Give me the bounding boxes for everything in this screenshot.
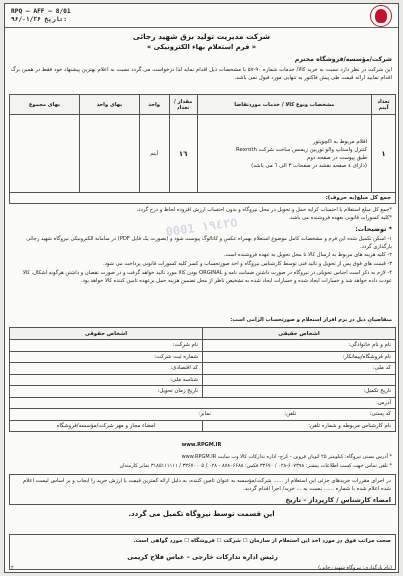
desc-line: طبق پیوست در صفحه دوم	[307, 154, 368, 161]
field-stamp: امضاء مجاز و مهر شرکت/مؤسسه/فروشگاه	[10, 420, 203, 432]
signature-line: امضاء کارشناس / کارپرداز – تاریخ	[285, 496, 391, 504]
page-number: ۲	[11, 565, 14, 571]
field-reg-number[interactable]: شماره ثبت شرکت:	[10, 351, 203, 363]
field-address[interactable]: آدرس:	[10, 397, 396, 409]
total-in-words: جمع کل مبلغ(به حروف):	[9, 193, 396, 204]
approver-name: رئیس اداره تدارکات خارجی – عباس فلاح کریمی	[127, 553, 278, 561]
col-desc: مشخصات ونوع کالا / خدمات موردتقاضا	[197, 95, 371, 115]
items-table	[9, 94, 396, 193]
col-unit-price: بهای واحد	[79, 95, 139, 115]
field-complete-date[interactable]: تاریخ تکمیل:	[203, 386, 396, 398]
table-row	[10, 397, 396, 409]
party-header	[10, 328, 396, 340]
items-table-header	[10, 95, 396, 115]
table-row	[10, 409, 396, 421]
field-economic-code[interactable]: کد اقتصادی:	[10, 363, 203, 375]
table-row	[10, 351, 396, 363]
form-title: « فرم استعلام بهاء الکترونیکی »	[146, 43, 257, 51]
col-item: تعداد آیتم	[372, 95, 396, 115]
field-fax[interactable]: نمابر:	[198, 411, 211, 418]
addressee-line	[11, 56, 392, 63]
footer-phone: * تلفن تماس جهت کسب اطلاعات بیشتر: ۶۰۷۳۹۸-۰۲۸ / ۳۳۶۷۰ فکس: ۸۷۸۰۶۶۸۸ - ۰۲۸ / ۳۳۶۷۰۰۰۵ / ۳۱۸۵۱۱۱۱۱۱ نمابر کارمندان	[119, 463, 392, 469]
upload-note: (نام بارگذاری: نیروگاه شهید رجایی)	[318, 565, 392, 571]
final-title: این قسمت توسط نیروگاه تکمیل می گردد.	[128, 510, 275, 518]
approval-check-line: صحت مراتب فوق در مورد اخذ این استعلام از سازمان ☐ شرکت ☐ فروشگاه ☐ مورد گواهی است.	[133, 538, 391, 544]
row-unit: آیتم	[139, 115, 169, 193]
note-t5: متقاضیان ذیل در نرم افزار استعلام و صورتحساب الزامی است:	[230, 317, 392, 323]
row-unit-price[interactable]	[79, 115, 139, 193]
note-t2: ۲- کلیه هزینه های مربوط به ارسال کالا تا محل تحویل به عهده فروشنده است.	[223, 252, 392, 258]
note-2: *کلیه کسورات قانونی بعهده فروشنده می باشد.	[288, 215, 392, 221]
note-t3: ۳- قیمت های فوق پس از تحویل و تائید فنی توسط کارشناس نیروگاه و اخذ صورتحساب و کسر کلیه کسورات قانونی پرداخت می شود.	[102, 261, 392, 267]
note-t1: ۱- اسکن تکمیل شده این فرم و مشخصات کامل موضوع استعلام بهمراه عکس و کاتالوگ پیوست شود و (بصورت یک فایل PDF) در سامانه الکترونیکی نیروگاه شهید رجائی بارگذاری گردد.	[26, 236, 392, 250]
row-total[interactable]	[10, 115, 80, 193]
top-bar	[5, 4, 398, 28]
field-expert[interactable]: نام کارشناس مربوطه و شماره تلفن:	[203, 420, 396, 432]
header	[5, 32, 398, 51]
contact-row	[10, 409, 396, 421]
form-date-label: تاریخ:	[44, 15, 67, 23]
desc-line: کنترل واستاپ والو توربین زیمنس ساخت شرکت Rexroth	[236, 146, 368, 153]
col-total: بهای مجموع	[10, 95, 80, 115]
form-code: RPQ – AFF – 8/01	[11, 7, 71, 15]
table-row	[10, 340, 396, 352]
form-page	[4, 3, 399, 573]
field-postal[interactable]: کد پستی:	[369, 411, 391, 418]
note-t4: ۴- لازم به ذکر است اجناس تحویلی در نیروگاه در صورت داشتن ضمانت نامه و ORGINAL بودن کالا مورد تائید خواهد گرفت و در صورت نقصان و داشتن هرگونه اشکال، کالا عودت داده خواهد شد و خسارات ایجاد شده و خسارات ایجاد شده به تشخیص ناظر از محل تضمین هزینه حمل برعهده تامین کننده کالا خواهد بود.	[22, 270, 392, 284]
table-row	[10, 363, 396, 375]
note-1: *جمع کل مبلغ استعلام با احتساب کرایه حمل و تحویل در محل نیروگاه و بدون احتساب ارزش افزوده لحاظ و درج گردد.	[136, 207, 392, 213]
field-phone[interactable]: تلفن:	[284, 411, 297, 418]
addressee: شرکت/مؤسسه/فروشگاه محترم	[294, 56, 392, 63]
form-date	[11, 16, 71, 24]
table-row	[10, 374, 396, 386]
row-qty: ۱٦	[169, 115, 197, 193]
field-empty	[203, 374, 396, 386]
table-row	[10, 420, 396, 432]
party-col-legal: اشخاص حقوقی	[10, 328, 203, 340]
row-item: ۱	[372, 115, 396, 193]
desc-line: (دارای ٤ صفحه نقشه در صفحات ٣ الی ٦ می باشد)	[251, 162, 368, 169]
company-logo-icon	[370, 5, 392, 27]
field-national-code[interactable]: کد ملی:	[203, 363, 396, 375]
row-desc	[197, 115, 371, 193]
col-unit: واحد	[139, 95, 169, 115]
form-code-block	[11, 8, 71, 24]
procurement-box	[9, 474, 396, 505]
watermark-stamp: 0001 ١٩٤٢٥	[164, 215, 239, 240]
field-national-id[interactable]: شناسه ملی:	[10, 374, 203, 386]
col-qty: مقدار / تعداد	[169, 95, 197, 115]
notes-heading: * توضیحات:	[355, 225, 392, 233]
website-link[interactable]: www.RPGM.IR	[181, 442, 222, 448]
desc-line: اقلام مربوط به اکچویتور	[312, 138, 368, 145]
table-row	[10, 115, 396, 193]
form-date-value: ۹۶/۰۱/۲۶	[11, 15, 41, 23]
org-name: شرکت مدیریت تولید برق شهید رجائی	[132, 32, 271, 41]
party-col-real: اشخاص حقیقی	[203, 328, 396, 340]
party-table	[9, 327, 396, 432]
field-fullname[interactable]: نام و نام خانوادگی:	[203, 340, 396, 352]
table-row	[10, 386, 396, 398]
field-company-name[interactable]: نام شرکت:	[10, 340, 203, 352]
procurement-text: در اجرای مقررات خریدهای جزئی این استعلام از ...... شرکت/مؤسسه به عنوان تامین کننده، به دلیل ارائه کمترین قیمت یا ارزش خرید را ایجاب و بر اساس لیست اعلام شده اعلام شده با شماره ...... نسبت به ... خرید/ اجرا اقدام گردید.	[22, 478, 391, 492]
intro-text: این شرکت در نظر دارد نسبت به خرید کالا/ خدمات شماره ۹۰-۵۷ با مشخصات ذیل اقدام نماید لذا درخواست می گردد نسبت به اعلام بهترین پیشنهاد خود فقط در همین برگ اقدام نمایید ارائه قیمت طی پیش فاکتور به تنهایی مورد قبول نمی باشد.	[11, 67, 392, 81]
field-shop-name[interactable]: نام فروشگاه/پیمانکار:	[203, 351, 396, 363]
field-delivery-date[interactable]: تاریخ زمان تحویل:	[10, 386, 203, 398]
footer-address: * آدرس پستی نیروگاه: کیلومتر ۲۵ اتوبان قزوین - کرج- اداره تدارکات کالا وب سایت www.RPGM.IR	[181, 454, 392, 460]
